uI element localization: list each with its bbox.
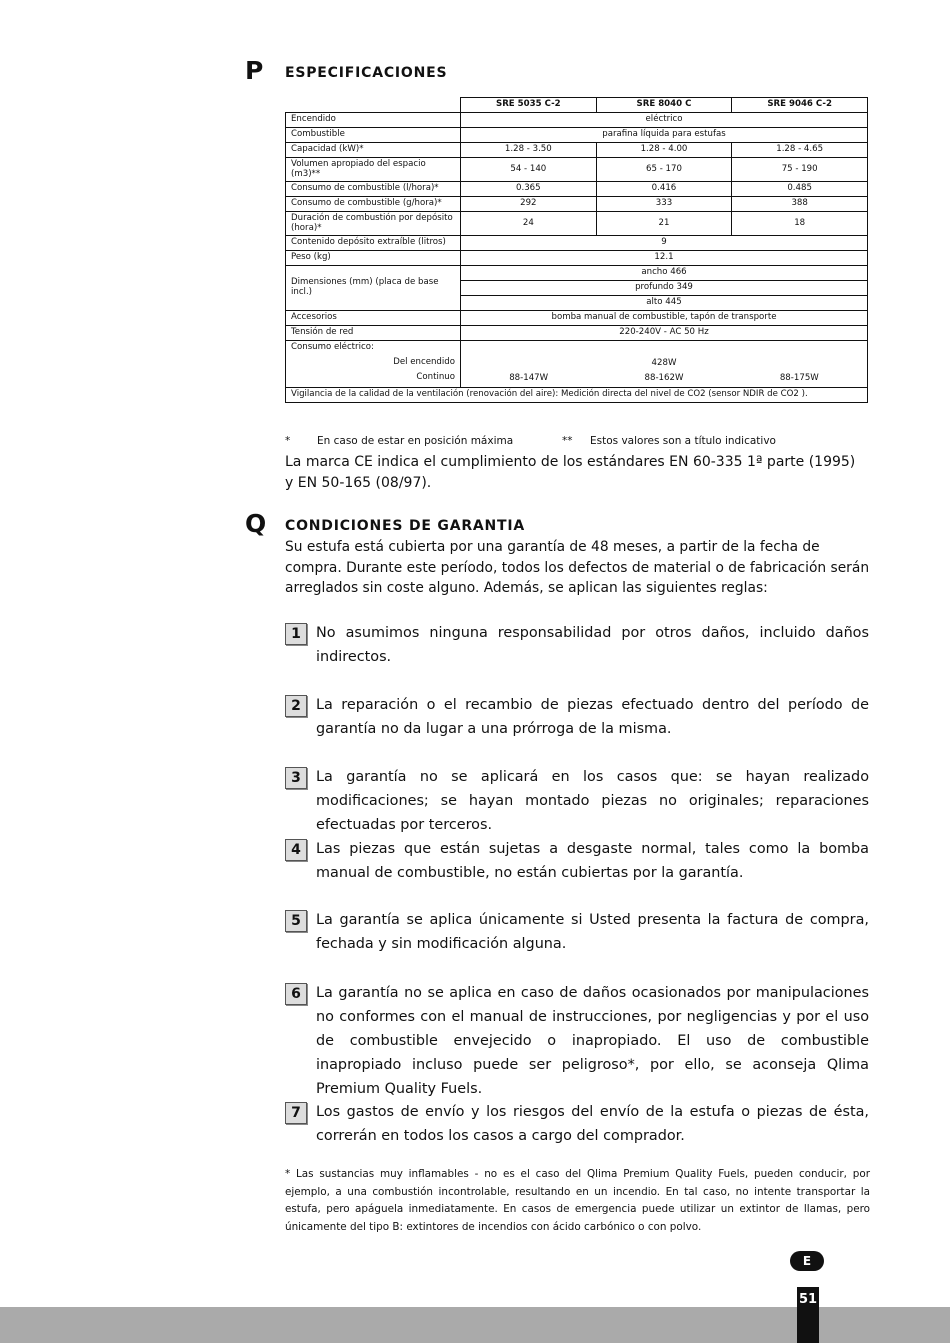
row-value: 18 xyxy=(732,212,868,236)
row-value: 0.416 xyxy=(596,182,732,197)
row-value: 88-162W xyxy=(644,372,684,383)
table-row xyxy=(286,158,868,182)
rule-number: 4 xyxy=(285,839,307,861)
table-row xyxy=(286,251,868,266)
row-value: 1.28 - 4.65 xyxy=(732,143,868,158)
row-label: Duración de combustión por depósito (hora)* xyxy=(286,212,461,236)
row-value: 292 xyxy=(461,197,597,212)
table-header-row xyxy=(286,98,868,113)
row-value: 12.1 xyxy=(461,251,868,266)
rule-number: 5 xyxy=(285,910,307,932)
model-header: SRE 5035 C-2 xyxy=(461,98,597,113)
row-value: 75 - 190 xyxy=(732,158,868,182)
specifications-table xyxy=(285,97,868,403)
row-value: 1.28 - 3.50 xyxy=(461,143,597,158)
table-row xyxy=(286,266,868,281)
sub-label: Continuo xyxy=(416,371,455,382)
row-value: bomba manual de combustible, tapón de transporte xyxy=(461,311,868,326)
table-row xyxy=(286,311,868,326)
row-label-cell xyxy=(286,341,461,388)
row-value: 388 xyxy=(732,197,868,212)
rule-number: 7 xyxy=(285,1102,307,1124)
row-value: ancho 466 xyxy=(461,266,868,281)
garantia-intro: Su estufa está cubierta por una garantía de 48 meses, a partir de la fecha de compra. Durante este período, todos los defectos de material o de fabricación serán arreglados sin coste alguno. Además, se aplican las siguientes reglas: xyxy=(285,539,870,596)
row-value: parafina líquida para estufas xyxy=(461,128,868,143)
model-header: SRE 8040 C xyxy=(596,98,732,113)
row-label: Combustible xyxy=(286,128,461,143)
row-value: 54 - 140 xyxy=(461,158,597,182)
table-row xyxy=(286,143,868,158)
row-label: Peso (kg) xyxy=(286,251,461,266)
row-value: 220-240V - AC 50 Hz xyxy=(461,326,868,341)
rule-text: Los gastos de envío y los riesgos del envío de la estufa o piezas de ésta, correrán en todos los casos a cargo del comprador. xyxy=(316,1104,869,1144)
footnote: * Las sustancias muy inflamables - no es el caso del Qlima Premium Quality Fuels, pueden conducir, por ejemplo, a una combustión incontrolable, resultando en un incendio. En tal caso, no intente transportar la estufa, pero apáguela inmediatamente. En casos de emergencia puede utilizar un extintor de llamas, pero únicamente del tipo B: extintores de incendios con ácido carbónico o con polvo. xyxy=(285,1168,870,1233)
rule-number: 6 xyxy=(285,983,307,1005)
page-number: 51 xyxy=(797,1287,819,1343)
rule-text: La reparación o el recambio de piezas efectuado dentro del período de garantía no da lugar a una prórroga de la misma. xyxy=(316,697,869,737)
row-label: Contenido depósito extraíble (litros) xyxy=(286,236,461,251)
row-value: profundo 349 xyxy=(461,281,868,296)
vigilancia-note: Vigilancia de la calidad de la ventilación (renovación del aire): Medición directa del nivel de CO2 (sensor NDIR de CO2 ). xyxy=(286,388,868,403)
row-label: Accesorios xyxy=(286,311,461,326)
row-label: Consumo eléctrico: xyxy=(291,342,374,352)
table-row xyxy=(286,212,868,236)
row-value: 1.28 - 4.00 xyxy=(596,143,732,158)
section-title-condiciones: CONDICIONES DE GARANTIA xyxy=(285,518,526,534)
row-value: alto 445 xyxy=(461,296,868,311)
row-value: 65 - 170 xyxy=(596,158,732,182)
row-label: Tensión de red xyxy=(286,326,461,341)
table-row xyxy=(286,388,868,403)
row-value: 88-175W xyxy=(779,372,819,383)
rule-text: La garantía no se aplica en caso de daños ocasionados por manipulaciones no conformes con el manual de instrucciones, por negligencias y por el uso de combustible envejecido o inapropiado. El uso de combustible inapropiado incluso puede ser peligroso*, por ello, se aconseja Qlima Premium Quality Fuels. xyxy=(316,985,869,1097)
row-value: 0.365 xyxy=(461,182,597,197)
row-label: Dimensiones (mm) (placa de base incl.) xyxy=(286,266,461,311)
row-value: 24 xyxy=(461,212,597,236)
ce-paragraph: La marca CE indica el cumplimiento de los estándares EN 60-335 1ª parte (1995) y EN 50-165 (08/97). xyxy=(285,454,856,491)
row-value: 0.485 xyxy=(732,182,868,197)
table-row xyxy=(286,236,868,251)
model-header: SRE 9046 C-2 xyxy=(732,98,868,113)
row-value: eléctrico xyxy=(461,113,868,128)
note-text: En caso de estar en posición máxima xyxy=(317,435,514,447)
sub-label: Del encendido xyxy=(393,356,455,367)
table-row xyxy=(286,113,868,128)
table-corner-cell xyxy=(286,98,461,113)
row-value: 21 xyxy=(596,212,732,236)
language-badge: E xyxy=(790,1251,824,1271)
consumo-electrico-values xyxy=(461,341,868,388)
table-row xyxy=(286,182,868,197)
row-value: 428W xyxy=(651,358,677,368)
row-label: Volumen apropiado del espacio (m3)** xyxy=(286,158,461,182)
note-mark: * xyxy=(285,435,291,447)
row-value: 9 xyxy=(461,236,868,251)
section-letter-p: P xyxy=(245,56,264,85)
rule-text: No asumimos ninguna responsabilidad por otros daños, incluido daños indirectos. xyxy=(316,625,869,665)
row-value: 88-147W xyxy=(509,372,549,383)
rule-number: 2 xyxy=(285,695,307,717)
continuo-values xyxy=(461,374,867,384)
row-label: Consumo de combustible (g/hora)* xyxy=(286,197,461,212)
row-value: 333 xyxy=(596,197,732,212)
section-title-especificaciones: ESPECIFICACIONES xyxy=(285,65,448,81)
table-row-consumo-electrico xyxy=(286,341,868,388)
note-text: Estos valores son a título indicativo xyxy=(590,435,776,447)
rule-text: La garantía no se aplicará en los casos que: se hayan realizado modificaciones; se hayan montado piezas no originales; reparaciones efectuadas por terceros. xyxy=(316,769,869,833)
rule-text: La garantía se aplica únicamente si Usted presenta la factura de compra, fechada y sin modificación alguna. xyxy=(316,912,869,952)
section-letter-q: Q xyxy=(245,509,267,538)
row-label: Capacidad (kW)* xyxy=(286,143,461,158)
rule-number: 1 xyxy=(285,623,307,645)
table-row xyxy=(286,326,868,341)
table-row xyxy=(286,197,868,212)
row-label: Encendido xyxy=(286,113,461,128)
row-label: Consumo de combustible (l/hora)* xyxy=(286,182,461,197)
rule-text: Las piezas que están sujetas a desgaste normal, tales como la bomba manual de combustible, no están cubiertas por la garantía. xyxy=(316,841,869,881)
note-mark: ** xyxy=(562,435,573,447)
rule-number: 3 xyxy=(285,767,307,789)
table-row xyxy=(286,128,868,143)
